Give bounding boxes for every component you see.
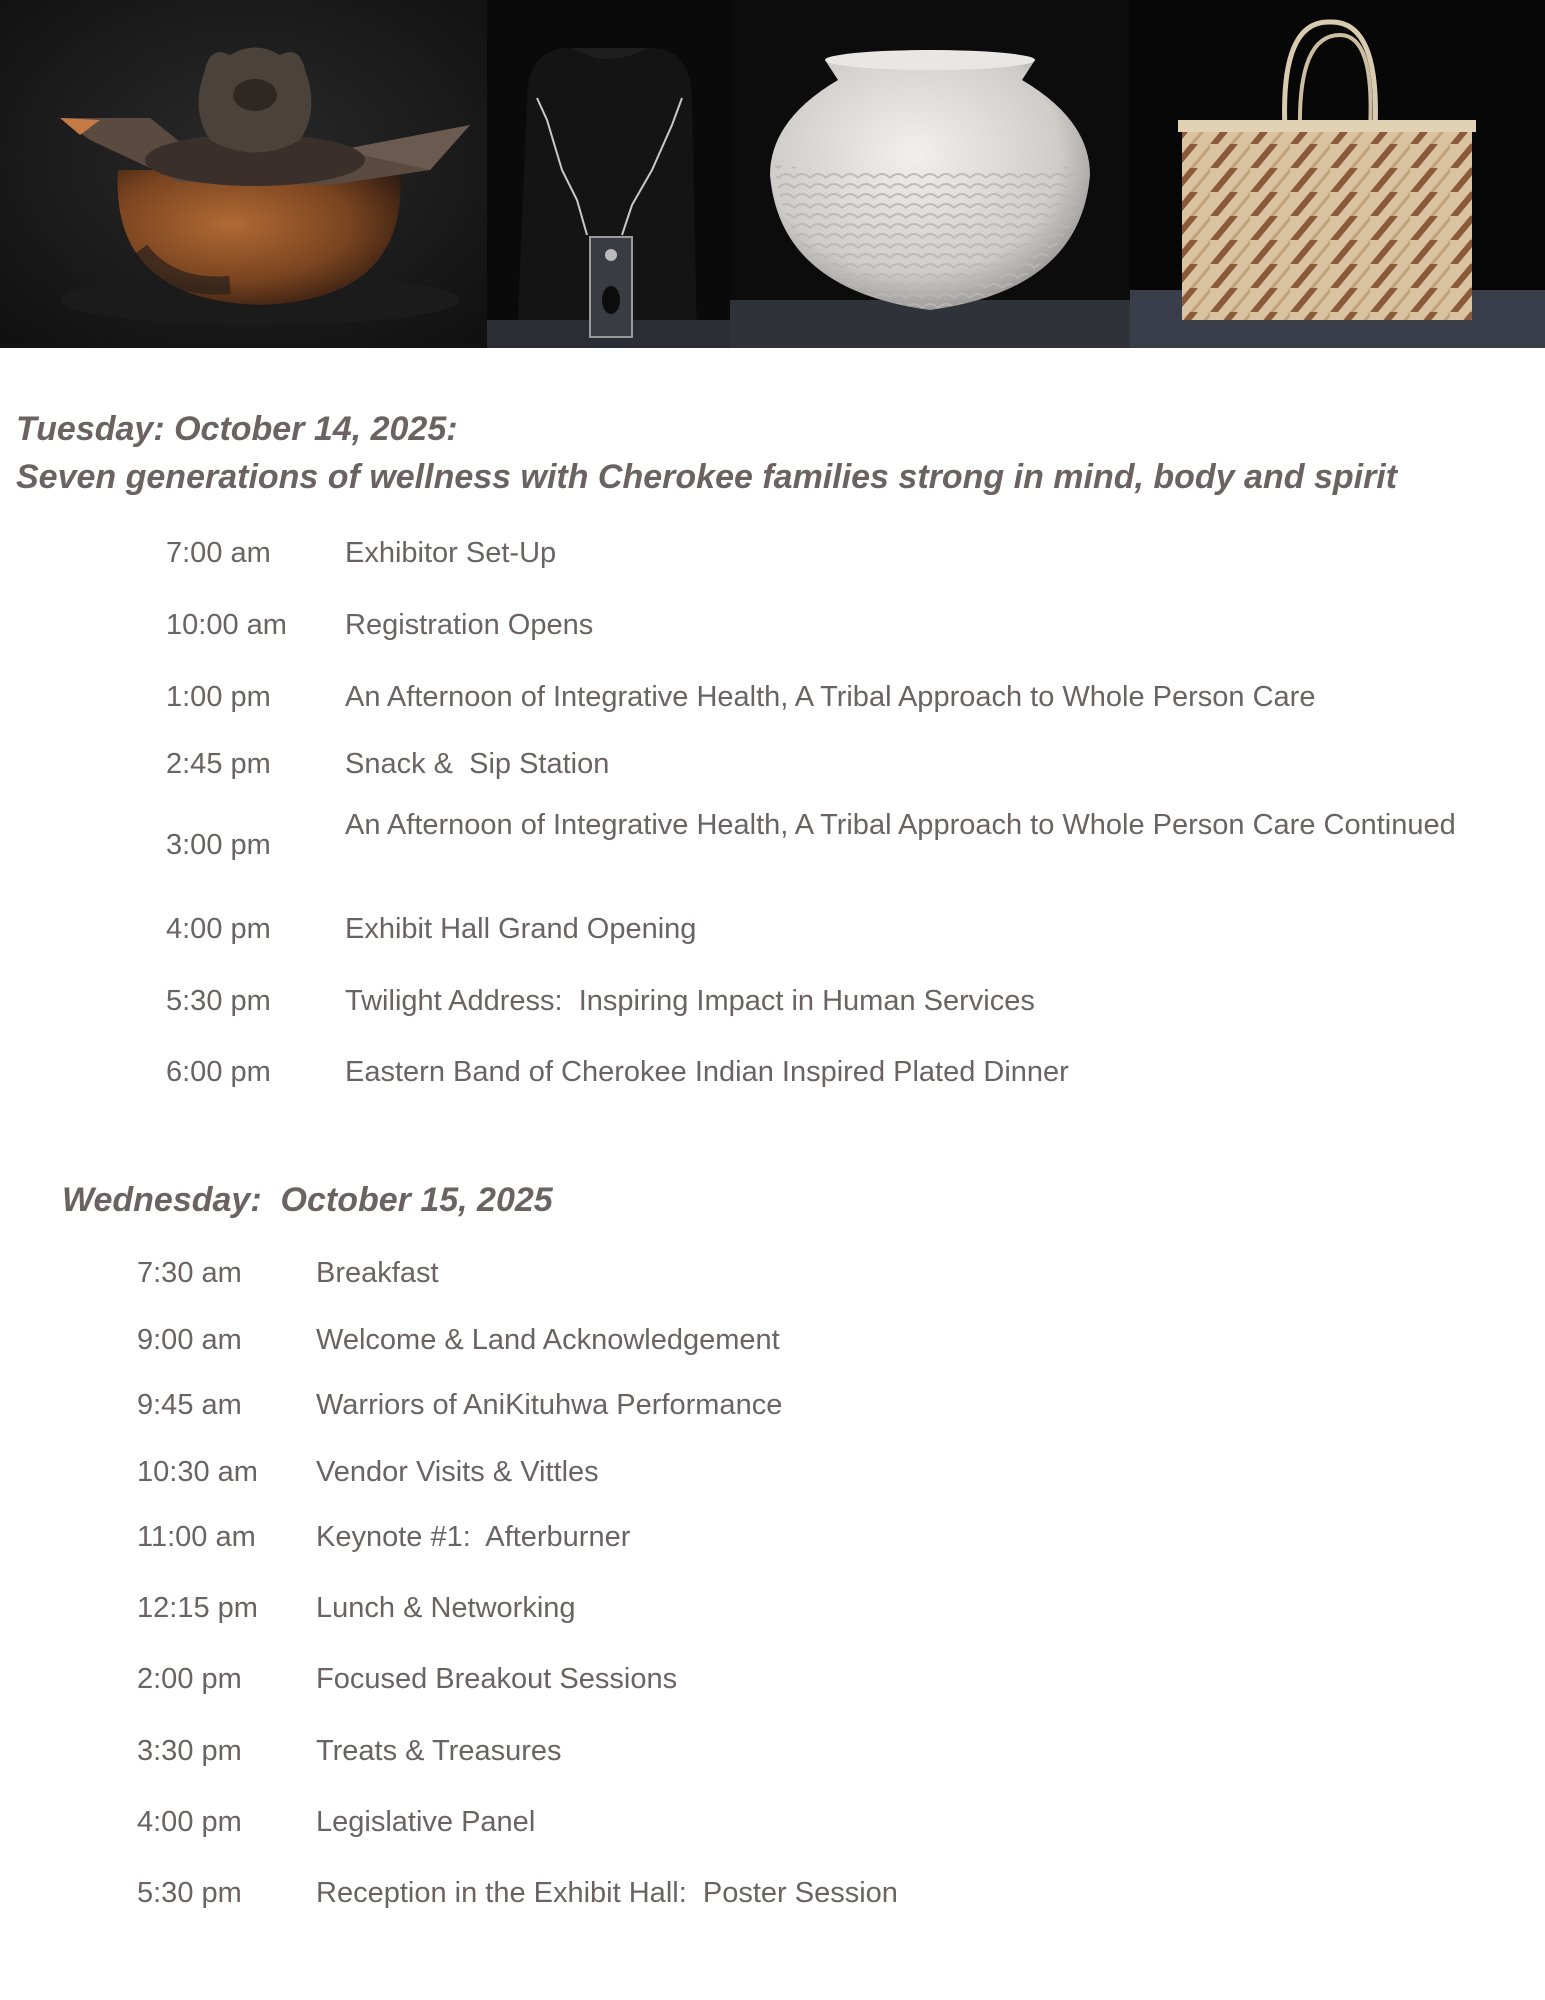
day1-theme: Seven generations of wellness with Cherokee families strong in mind, body and spirit: [16, 458, 1398, 496]
time: 1:00 pm: [166, 681, 271, 713]
schedule-row: [137, 1659, 1137, 1699]
schedule-row: [166, 805, 1476, 885]
schedule-row: [166, 533, 1476, 573]
time: 4:00 pm: [166, 913, 271, 945]
event: An Afternoon of Integrative Health, A Tribal Approach to Whole Person Care Continued: [345, 809, 1456, 841]
schedule-row: [137, 1320, 1137, 1360]
time: 5:30 pm: [166, 985, 271, 1017]
schedule-row: [137, 1385, 1137, 1425]
time: 2:00 pm: [137, 1663, 242, 1695]
schedule-row: [166, 605, 1476, 645]
white-pot-photo: [730, 0, 1130, 348]
event: Focused Breakout Sessions: [316, 1663, 678, 1695]
day1-heading: Tuesday: October 14, 2025:: [16, 410, 458, 448]
schedule-row: [137, 1588, 1137, 1628]
schedule-row: [166, 744, 1476, 784]
time: 4:00 pm: [137, 1806, 242, 1838]
time: 6:00 pm: [166, 1056, 271, 1088]
schedule-row: [137, 1517, 1137, 1557]
time: 11:00 am: [137, 1521, 256, 1553]
schedule-row: [166, 981, 1476, 1021]
time: 5:30 pm: [137, 1877, 242, 1909]
day2-heading: Wednesday: October 15, 2025: [62, 1181, 553, 1219]
event: Keynote #1: Afterburner: [316, 1521, 631, 1553]
event: Eastern Band of Cherokee Indian Inspired Plated Dinner: [345, 1056, 1069, 1088]
time: 3:00 pm: [166, 829, 271, 861]
time: 7:30 am: [137, 1257, 242, 1289]
time: 2:45 pm: [166, 748, 271, 780]
event: Breakfast: [316, 1257, 439, 1289]
time: 7:00 am: [166, 537, 271, 569]
event: Lunch & Networking: [316, 1592, 576, 1624]
event: Welcome & Land Acknowledgement: [316, 1324, 780, 1356]
schedule-row: [137, 1873, 1137, 1913]
basket-photo: [1130, 0, 1545, 348]
time: 10:00 am: [166, 609, 287, 641]
event: Legislative Panel: [316, 1806, 536, 1838]
time: 10:30 am: [137, 1456, 258, 1488]
event: Exhibit Hall Grand Opening: [345, 913, 697, 945]
event: Warriors of AniKituhwa Performance: [316, 1389, 783, 1421]
schedule-row: [166, 677, 1476, 717]
time: 9:00 am: [137, 1324, 242, 1356]
event: Twilight Address: Inspiring Impact in Human Services: [345, 985, 1035, 1017]
schedule-row: [137, 1731, 1137, 1771]
photo-banner: [0, 0, 1545, 348]
schedule-row: [166, 909, 1476, 949]
time: 12:15 pm: [137, 1592, 258, 1624]
event: Exhibitor Set-Up: [345, 537, 557, 569]
time: 3:30 pm: [137, 1735, 242, 1767]
schedule-row: [166, 1052, 1476, 1092]
event: Reception in the Exhibit Hall: Poster Session: [316, 1877, 898, 1909]
event: Registration Opens: [345, 609, 594, 641]
schedule-row: [137, 1802, 1137, 1842]
time: 9:45 am: [137, 1389, 242, 1421]
schedule-row: [137, 1253, 1137, 1293]
event: Snack & Sip Station: [345, 748, 610, 780]
event: An Afternoon of Integrative Health, A Tribal Approach to Whole Person Care: [345, 681, 1316, 713]
event: Vendor Visits & Vittles: [316, 1456, 599, 1488]
schedule-row: [137, 1452, 1137, 1492]
event: Treats & Treasures: [316, 1735, 562, 1767]
necklace-photo: [487, 0, 730, 348]
effigy-bowl-photo: [0, 0, 487, 348]
